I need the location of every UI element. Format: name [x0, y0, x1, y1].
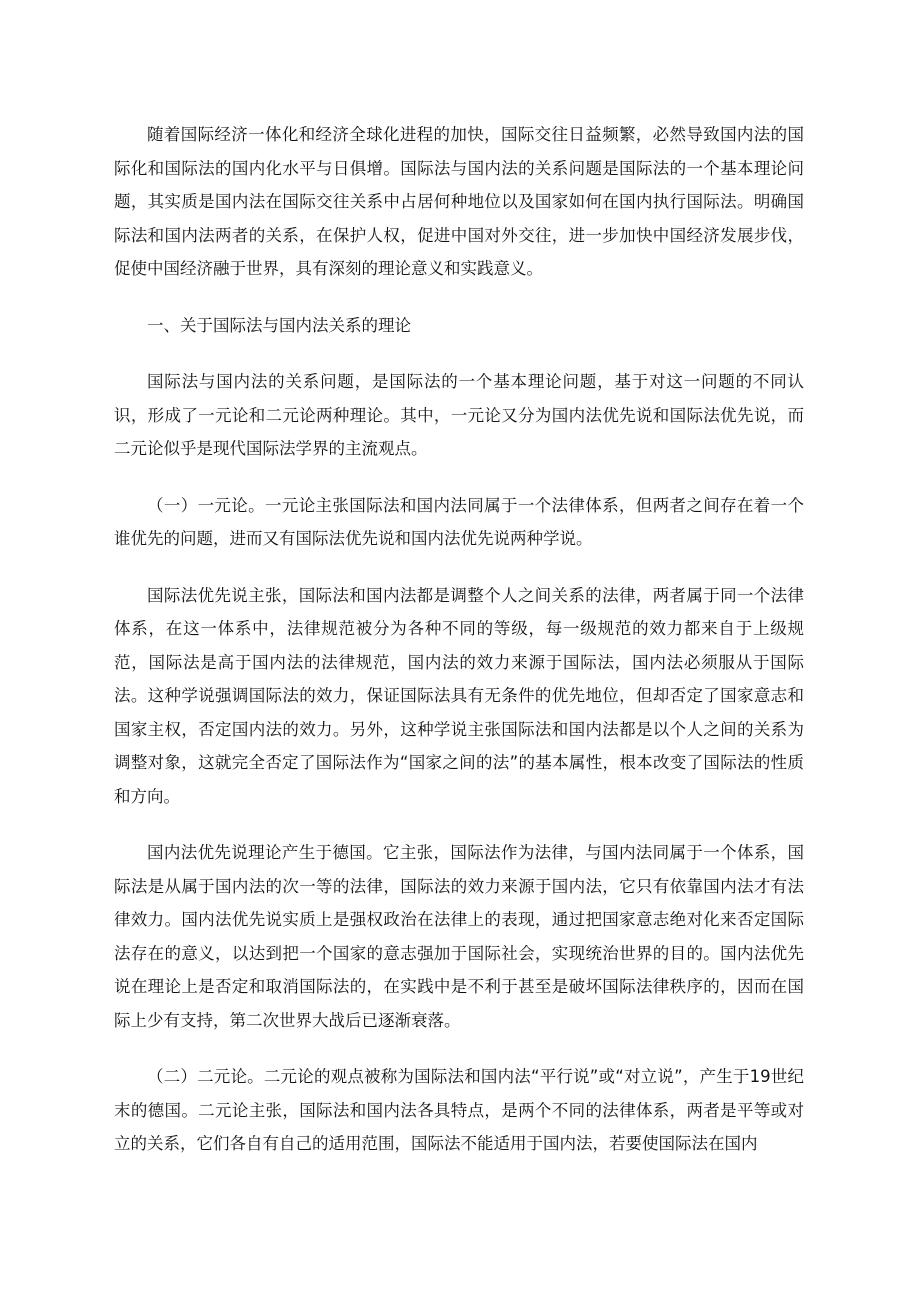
paragraph-gap [114, 1037, 804, 1060]
paragraph-gap [114, 286, 804, 309]
paragraph-gap [114, 342, 804, 365]
monism-paragraph: （一）一元论。一元论主张国际法和国内法同属于一个法律体系，但两者之间存在着一个谁优先的问题，进而又有国际法优先说和国内法优先说两种学说。 [114, 495, 804, 548]
section-heading: 一、关于国际法与国内法关系的理论 [147, 315, 411, 335]
theory-overview-paragraph: 国际法与国内法的关系问题，是国际法的一个基本理论问题，基于对这一问题的不同认识，形成了一元论和二元论两种理论。其中，一元论又分为国内法优先说和国际法优先说，而二元论似乎是现代国际法学界的主流观点。 [114, 372, 804, 458]
domestic-primacy-paragraph: 国内法优先说理论产生于德国。它主张，国际法作为法律，与国内法同属于一个体系，国际法是从属于国内法的次一等的法律，国际法的效力来源于国内法，它只有依靠国内法才有法律效力。国内法优先说实质上是强权政治在法律上的表现，通过把国家意志绝对化来否定国际法存在的意义，以达到把一个国家的意志强加于国际社会，实现统治世界的目的。国内法优先说在理论上是否定和取消国际法的，在实践中是不利于甚至是破坏国际法律秩序的，因而在国际上少有支持，第二次世界大战后已逐渐衰落。 [114, 843, 804, 1030]
paragraph-gap [114, 466, 804, 489]
paragraph-gap [114, 556, 804, 579]
dualism-paragraph: （二）二元论。二元论的观点被称为国际法和国内法“平行说”或“对立说”，产生于19世纪末的德国。二元论主张，国际法和国内法各具特点，是两个不同的法律体系，两者是平等或对立的关系，它们各自有自己的适用范围，国际法不能适用于国内法，若要使国际法在国内 [114, 1067, 804, 1153]
international-primacy-paragraph: 国际法优先说主张，国际法和国内法都是调整个人之间关系的法律，两者属于同一个法律体系，在这一体系中，法律规范被分为各种不同的等级，每一级规范的效力都来自于上级规范，国际法是高于国内法的法律规范，国内法的效力来源于国际法，国内法必须服从于国际法。这种学说强调国际法的效力，保证国际法具有无条件的优先地位，但却否定了国家意志和国家主权，否定国内法的效力。另外，这种学说主张国际法和国内法都是以个人之间的关系为调整对象，这就完全否定了国际法作为“国家之间的法”的基本属性，根本改变了国际法的性质和方向。 [114, 585, 804, 806]
intro-paragraph: 随着国际经济一体化和经济全球化进程的加快，国际交往日益频繁，必然导致国内法的国际化和国际法的国内化水平与日俱增。国际法与国内法的关系问题是国际法的一个基本理论问题，其实质是国内法在国际交往关系中占居何种地位以及国家如何在国内执行国际法。明确国际法和国内法两者的关系，在保护人权，促进中国对外交往，进一步加快中国经济发展步伐，促使中国经济融于世界，具有深刻的理论意义和实践意义。 [114, 125, 804, 278]
document-page [114, 118, 804, 1161]
paragraph-gap [114, 813, 804, 836]
